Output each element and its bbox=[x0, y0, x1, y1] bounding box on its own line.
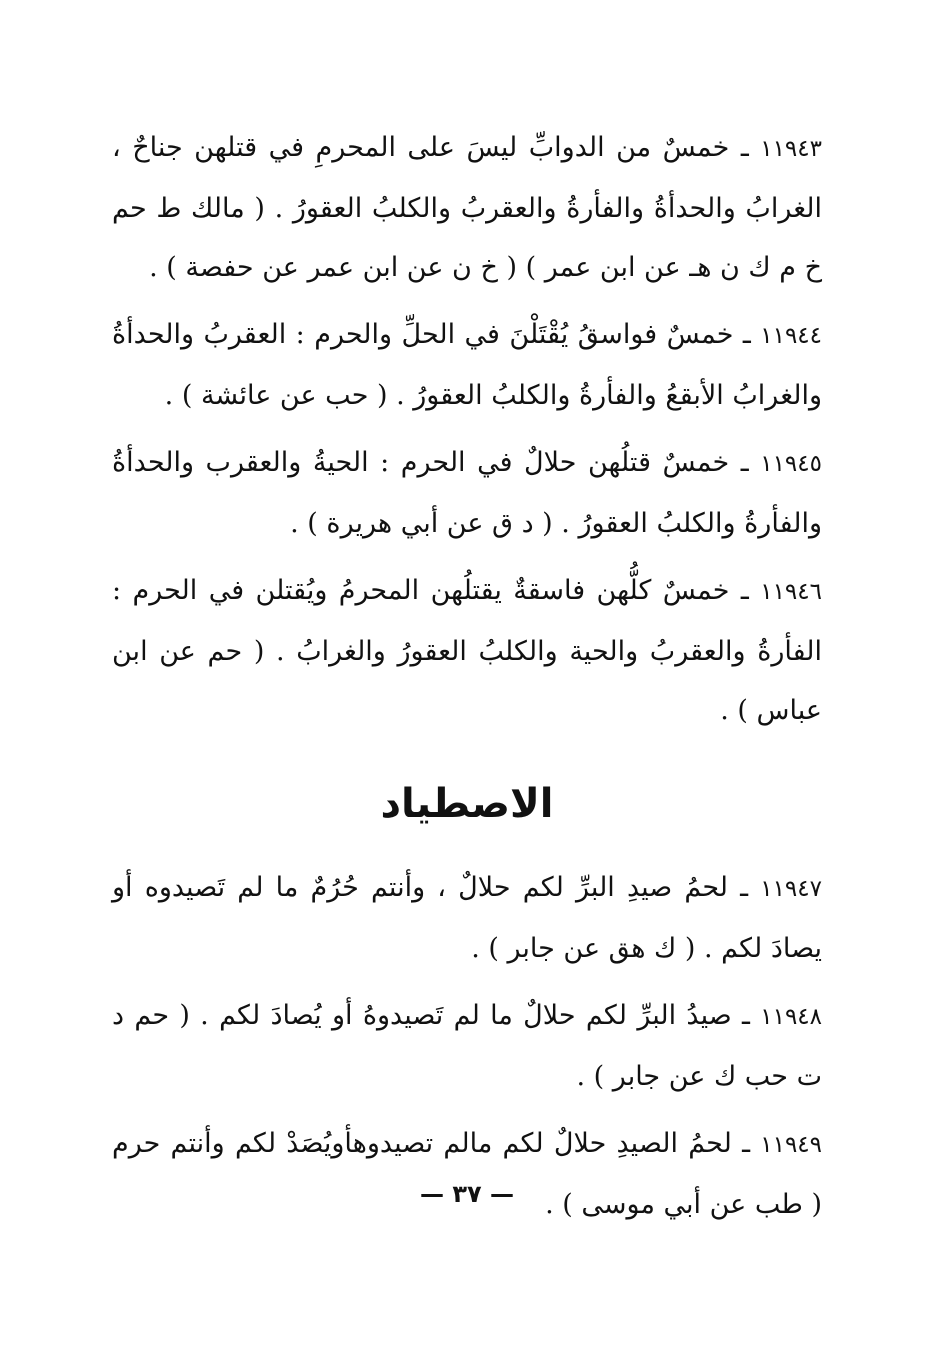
hadith-text: خمسٌ من الدوابِّ ليسَ على المحرمِ في قتلهن جناحٌ ، الغرابُ والحدأةُ والفأرةُ والعقربُ والكلبُ العقورُ . ( مالك ط حم خ م ك ن هـ عن ابن عمر ) ( خ ن عن ابن عمر عن حفصة ) . bbox=[112, 132, 822, 283]
hadith-number: ١١٩٤٤ bbox=[760, 323, 823, 349]
hadith-number: ١١٩٤٣ bbox=[760, 136, 822, 162]
hadith-text: لحمُ صيدِ البرِّ لكم حلالٌ ، وأنتم حُرُمٌ ما لم تَصيدوه أو يصادَ لكم . ( ك هق عن جابر ) . bbox=[112, 872, 822, 964]
hadith-text: خمسٌ فواسقُ يُقْتَلْنَ في الحلِّ والحرم : العقربُ والحدأةُ والغرابُ الأبقعُ والفأرةُ والكلبُ العقورُ . ( حب عن عائشة ) . bbox=[112, 319, 822, 411]
hadith-number: ١١٩٤٧ bbox=[760, 876, 822, 902]
hadith-number: ١١٩٤٦ bbox=[760, 579, 822, 605]
hadith-number: ١١٩٤٩ bbox=[760, 1132, 823, 1158]
hadith-entry-11946: ١١٩٤٦ ـ خمسٌ كلُّهن فاسقةٌ يقتلُهن المحرمُ ويُقتلن في الحرم : الفأرةُ والعقربُ والحية والكلبُ العقورُ والغرابُ . ( حم عن ابن عباس ) . bbox=[112, 575, 822, 726]
hadith-number: ١١٩٤٥ bbox=[760, 451, 822, 477]
hadith-entry-11945: ١١٩٤٥ ـ خمسٌ قتلُهن حلالٌ في الحرم : الحيةُ والعقرب والحدأةُ والفأرةُ والكلبُ العقورُ . ( د ق عن أبي هريرة ) . bbox=[112, 447, 822, 539]
section-heading: الاصطياد bbox=[380, 781, 554, 827]
hadith-text: خمسٌ قتلُهن حلالٌ في الحرم : الحيةُ والعقرب والحدأةُ والفأرةُ والكلبُ العقورُ . ( د ق عن أبي هريرة ) . bbox=[112, 447, 822, 539]
hadith-entry-11947: ١١٩٤٧ ـ لحمُ صيدِ البرِّ لكم حلالٌ ، وأنتم حُرُمٌ ما لم تَصيدوه أو يصادَ لكم . ( ك هق عن جابر ) . bbox=[112, 872, 822, 964]
hadith-entry-11944: ١١٩٤٤ ـ خمسٌ فواسقُ يُقْتَلْنَ في الحلِّ والحرم : العقربُ والحدأةُ والغرابُ الأبقعُ والفأرةُ والكلبُ العقورُ . ( حب عن عائشة ) . bbox=[112, 319, 823, 411]
hadith-text: لحمُ الصيدِ حلالٌ لكم مالم تصيدوهأويُصَدْ لكم وأنتم حرم ( طب عن أبي موسى ) . bbox=[112, 1128, 822, 1220]
hadith-entry-11948: ١١٩٤٨ ـ صيدُ البرِّ لكم حلالٌ ما لم تَصيدوهُ أو يُصادَ لكم . ( حم د ت حب ك عن جابر ) . bbox=[112, 1000, 823, 1092]
hadith-text: خمسٌ كلُّهن فاسقةٌ يقتلُهن المحرمُ ويُقتلن في الحرم : الفأرةُ والعقربُ والحية والكلبُ العقورُ والغرابُ . ( حم عن ابن عباس ) . bbox=[112, 575, 822, 726]
hadith-entry-11949: ١١٩٤٩ ـ لحمُ الصيدِ حلالٌ لكم مالم تصيدوهأويُصَدْ لكم وأنتم حرم ( طب عن أبي موسى ) . bbox=[112, 1128, 823, 1220]
hadith-number: ١١٩٤٨ bbox=[760, 1004, 823, 1030]
hadith-text: صيدُ البرِّ لكم حلالٌ ما لم تَصيدوهُ أو يُصادَ لكم . ( حم د ت حب ك عن جابر ) . bbox=[112, 1000, 822, 1092]
hadith-entry-11943: ١١٩٤٣ ـ خمسٌ من الدوابِّ ليسَ على المحرمِ في قتلهن جناحٌ ، الغرابُ والحدأةُ والفأرةُ والعقربُ والكلبُ العقورُ . ( مالك ط حم خ م ك ن هـ عن ابن عمر ) ( خ ن عن ابن عمر عن حفصة ) . bbox=[112, 132, 822, 283]
page-number: — ٣٧ — bbox=[419, 1180, 514, 1208]
page-body bbox=[112, 118, 822, 1242]
